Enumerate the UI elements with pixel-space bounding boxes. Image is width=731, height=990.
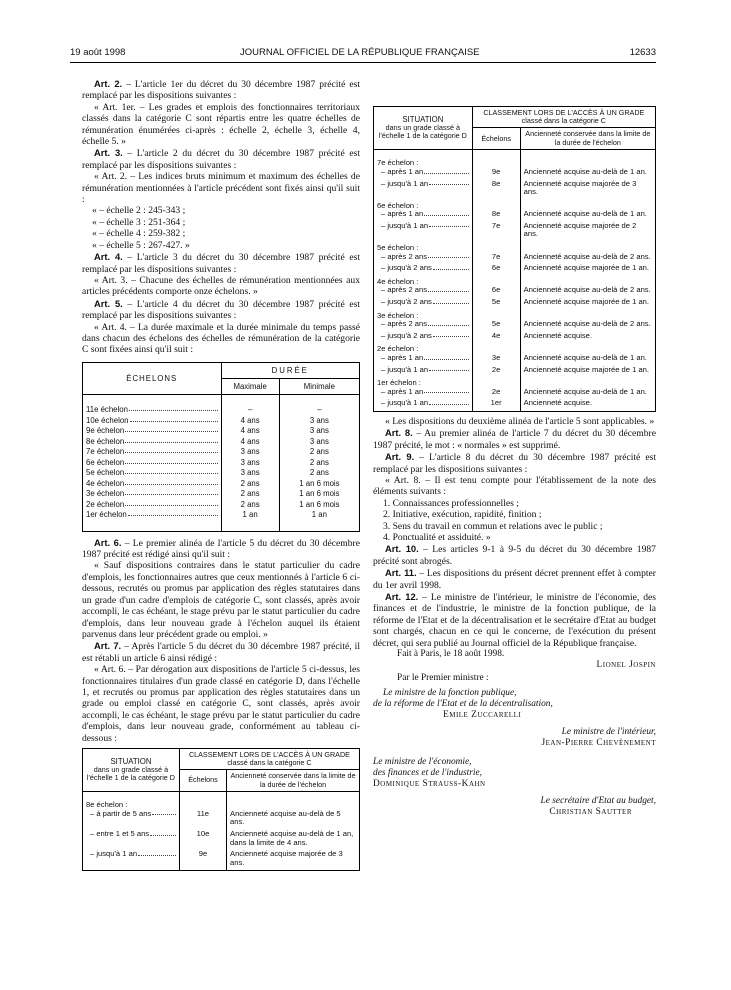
echelon-label: 7e échelon — [86, 447, 125, 457]
echelon-label: 8e échelon — [86, 436, 125, 446]
group-label: 7e échelon : — [377, 158, 419, 168]
situation-label: – jusqu'à 1 an — [90, 849, 138, 859]
leader-dots — [130, 416, 218, 422]
situation-label: – après 1 an — [381, 166, 424, 176]
max-cell: 3 ans — [221, 447, 279, 458]
col-header-situation: SITUATION dans un grade classé à l'échelle 1 de la catégorie D — [83, 748, 180, 791]
echelon-cell: 1er — [472, 399, 520, 411]
leader-dots — [424, 388, 468, 394]
echelon-cell: 6e — [472, 286, 520, 298]
leader-dots — [128, 510, 218, 516]
leader-dots — [433, 332, 469, 338]
header-title: JOURNAL OFFICIEL DE LA RÉPUBLIQUE FRANÇAISE — [240, 47, 480, 58]
leader-dots — [424, 168, 468, 174]
anciennete-cell: Ancienneté acquise. — [520, 332, 655, 344]
signatory-mi: Jean-Pierre Chevènement — [541, 738, 656, 749]
leader-dots — [152, 810, 176, 816]
max-cell: 2 ans — [221, 479, 279, 490]
leader-dots — [433, 298, 469, 304]
leader-dots — [433, 264, 469, 270]
signatory-prime-minister: Lionel Jospin — [596, 660, 656, 671]
leader-dots — [429, 222, 469, 228]
anciennete-cell: Ancienneté acquise au-delà de 1 an. — [520, 388, 655, 400]
situation-label: – après 2 ans — [381, 285, 428, 295]
anciennete-cell: Ancienneté acquise au-delà de 2 ans. — [520, 286, 655, 298]
min-cell: 1 an 6 mois — [279, 489, 359, 500]
article-4-quote: « Art. 3. – Chacune des échelles de rémunération mentionnées aux articles précédents comporte onze échelons. » — [82, 274, 360, 298]
leader-dots — [125, 458, 217, 464]
col-header-classement: CLASSEMENT LORS DE L'ACCÈS À UN GRADE classé dans la catégorie C — [179, 748, 359, 769]
par-le-premier-ministre: Par le Premier ministre : — [397, 673, 489, 684]
classement-table-part-1 — [82, 748, 360, 871]
echelon-cell: 7e — [472, 253, 520, 265]
table-row — [374, 354, 656, 366]
header-date: 19 août 1998 — [70, 47, 126, 58]
anciennete-cell: Ancienneté acquise majorée de 1 an. — [520, 298, 655, 310]
classement-table-part-2 — [373, 106, 656, 412]
echelon-cell: 8e — [472, 210, 520, 222]
situation-label: – jusqu'à 1 an — [381, 178, 429, 188]
min-cell: 2 ans — [279, 447, 359, 458]
table-row — [83, 447, 360, 458]
leader-dots — [424, 354, 468, 360]
leader-dots — [428, 320, 469, 326]
table-row — [374, 180, 656, 200]
leader-dots — [428, 253, 469, 259]
situation-label: – jusqu'à 2 ans — [381, 297, 432, 307]
leader-dots — [429, 180, 469, 186]
article-6-quote: « Sauf dispositions contraires dans le statut particulier du cadre d'emplois, les fonctionnaires autres que ceux mentionnés à l'article 6 ci-dessous, recrutés ou promus par application des règles statutaires dans un grade d'un cadre d'emplois de catégorie C, sont classés, après avoir accompli, le cas échéant, le stage prévu par le statut particulier du cadre d'emplois, dans leur nouveau grade à l'échelon auquel ils étaient parvenus dans leur précédent grade ou emploi. » — [82, 560, 360, 640]
table-row — [83, 437, 360, 448]
situation-label: – jusqu'à 2 ans — [381, 330, 432, 340]
echelon-label: 6e échelon — [86, 457, 125, 467]
table-row — [374, 332, 656, 344]
echelon-label: 1er échelon — [86, 510, 127, 520]
signatory-me: Dominique Strauss-Kahn — [373, 779, 486, 790]
table-row — [83, 850, 360, 871]
situation-label: – après 2 ans — [381, 251, 428, 261]
table-row — [374, 168, 656, 180]
min-cell: 1 an 6 mois — [279, 500, 359, 511]
echelon-cell: 8e — [472, 180, 520, 200]
article-7-closing: « Les dispositions du deuxième alinéa de l'article 5 sont applicables. » — [385, 415, 655, 427]
table-row — [83, 416, 360, 427]
max-cell: 4 ans — [221, 416, 279, 427]
min-cell: 3 ans — [279, 437, 359, 448]
page-header — [70, 47, 656, 61]
table-row — [374, 222, 656, 242]
article-2: Art. 2. – L'article 1er du décret du 30 décembre 1987 précité est remplacé par les dispositions suivantes : — [82, 78, 360, 102]
duration-table — [82, 362, 360, 532]
leader-dots — [429, 399, 469, 405]
fp-title-1: Le ministre de la fonction publique, — [383, 688, 517, 699]
min-cell: 2 ans — [279, 468, 359, 479]
col-header-situation: SITUATION dans un grade classé à l'échelle 1 de la catégorie D — [374, 107, 473, 150]
echelon-label: 11e échelon — [86, 405, 128, 415]
left-column — [82, 78, 360, 875]
table-row — [83, 468, 360, 479]
article-3: Art. 3. – L'article 2 du décret du 30 décembre 1987 précité est remplacé par les dispositions suivantes : — [82, 147, 360, 171]
situation-label: – après 1 an — [381, 386, 424, 396]
col-header-echelons: Échelons — [179, 770, 226, 791]
article-7-quote: « Art. 6. – Par dérogation aux dispositions de l'article 5 ci-dessus, les fonctionnaires titulaires d'un grade classé en catégorie D, dans l'échelle 1, et recrutés ou promus par application des règles statutaires dans un grade ou emploi classé en catégorie C, sont classés, après avoir accompli, le cas échéant, le stage prévu par le statut particulier du cadre d'emplois, dans leur nouveau grade, conformément au tableau ci-dessous : — [82, 664, 360, 744]
min-cell: 3 ans — [279, 416, 359, 427]
max-cell: 3 ans — [221, 468, 279, 479]
article-11: Art. 11. – Les dispositions du présent décret prennent effet à compter du 1er avril 1998. — [373, 567, 656, 591]
echelon-cell: 10e — [179, 830, 226, 850]
group-label: 4e échelon : — [377, 276, 419, 286]
right-column — [373, 106, 656, 818]
max-cell: 3 ans — [221, 458, 279, 469]
anciennete-cell: Ancienneté acquise majorée de 2 ans. — [520, 222, 655, 242]
min-cell: 1 an — [279, 510, 359, 521]
col-header-max: Maximale — [221, 378, 279, 394]
echelon-label: 2e échelon — [86, 499, 125, 509]
header-page-number: 12633 — [629, 47, 656, 58]
echelon-label: 10e échelon — [86, 415, 129, 425]
situation-label: – après 2 ans — [381, 319, 428, 329]
list-item: 3. Sens du travail en commun et relations avec le public ; — [383, 520, 603, 532]
leader-dots — [125, 426, 217, 432]
situation-label: – jusqu'à 1 an — [381, 398, 429, 408]
anciennete-cell: Ancienneté acquise au-delà de 1 an. — [520, 210, 655, 222]
header-rule — [70, 62, 656, 63]
table-row — [83, 405, 360, 416]
signatory-fp: Emile Zuccarelli — [443, 710, 522, 721]
col-header-echelons: Échelons — [472, 128, 520, 149]
echelon-cell: 6e — [472, 264, 520, 276]
echelon-cell: 9e — [179, 850, 226, 871]
fait-a-paris: Fait à Paris, le 18 août 1998. — [397, 649, 505, 660]
echelon-cell: 5e — [472, 320, 520, 332]
col-header-duree: DURÉE — [221, 362, 360, 378]
echelon-cell: 3e — [472, 354, 520, 366]
list-item: 4. Ponctualité et assiduité. » — [383, 532, 491, 544]
anciennete-cell: Ancienneté acquise majorée de 3 ans. — [227, 850, 360, 871]
echelon-label: 9e échelon — [86, 426, 125, 436]
article-10: Art. 10. – Les articles 9-1 à 9-5 du décret du 30 décembre 1987 précité sont abrogés. — [373, 543, 656, 567]
table-row — [374, 298, 656, 310]
echelon-label: 3e échelon — [86, 489, 125, 499]
article-7: Art. 7. – Après l'article 5 du décret du 30 décembre 1987 précité, il est rétabli un article 6 ainsi rédigé : — [82, 640, 360, 664]
situation-label: – à partir de 5 ans — [90, 808, 152, 818]
max-cell: 4 ans — [221, 437, 279, 448]
leader-dots — [125, 468, 217, 474]
list-item: 1. Connaissances professionnelles ; — [383, 497, 519, 509]
article-5: Art. 5. – L'article 4 du décret du 30 décembre 1987 précité est remplacé par les dispositions suivantes : — [82, 297, 360, 322]
group-label: 3e échelon : — [377, 310, 419, 320]
situation-label: – jusqu'à 1 an — [381, 364, 429, 374]
article-8: Art. 8. – Au premier alinéa de l'article 7 du décret du 30 décembre 1987 précité, le mot : « normales » est supprimé. — [373, 427, 656, 451]
situation-label: – entre 1 et 5 ans — [90, 829, 150, 839]
max-cell: 2 ans — [221, 500, 279, 511]
max-cell: 1 an — [221, 510, 279, 521]
echelon-label: 4e échelon — [86, 478, 125, 488]
article-12: Art. 12. – Le ministre de l'intérieur, le ministre de l'économie, des finances et de l'industrie, le ministre de la fonction publique, de la réforme de l'Etat et de la décentralisation et le secrétaire d'Etat au budget sont chargés, chacun en ce qui le concerne, de l'exécution du présent décret, qui sera publié au Journal officiel de la République française. — [373, 591, 656, 649]
me-title-2: des finances et de l'industrie, — [373, 768, 483, 779]
max-cell: 2 ans — [221, 489, 279, 500]
leader-dots — [138, 850, 176, 856]
col-header-classement: CLASSEMENT LORS DE L'ACCÈS À UN GRADE classé dans la catégorie C — [472, 107, 655, 128]
group-label: 6e échelon : — [377, 200, 419, 210]
situation-label: – jusqu'à 2 ans — [381, 263, 432, 273]
table-row — [83, 510, 360, 521]
table-row — [83, 426, 360, 437]
anciennete-cell: Ancienneté acquise au-delà de 2 ans. — [520, 320, 655, 332]
col-header-anciennete: Ancienneté conservée dans la limite de la durée de l'échelon — [520, 128, 655, 149]
table-row — [83, 489, 360, 500]
anciennete-cell: Ancienneté acquise majorée de 1 an. — [520, 366, 655, 378]
table-row — [83, 458, 360, 469]
leader-dots — [429, 366, 469, 372]
leader-dots — [129, 405, 218, 411]
col-header-anciennete: Ancienneté conservée dans la limite de la durée de l'échelon — [227, 770, 360, 791]
list-item: « – échelle 5 : 267-427. » — [92, 239, 190, 251]
situation-label: – après 1 an — [381, 353, 424, 362]
article-2-quote: « Art. 1er. – Les grades et emplois des fonctionnaires territoriaux classés dans la catégorie C sont répartis entre les quatre échelles de rémunération énumérées ci-après : échelle 2, échelle 3, échelle 4, échelle 5. » — [82, 101, 360, 148]
anciennete-cell: Ancienneté acquise au-delà de 1 an, dans la limite de 4 ans. — [227, 830, 360, 850]
situation-label: – après 1 an — [381, 209, 424, 219]
fp-title-2: de la réforme de l'Etat et de la décentralisation, — [373, 699, 553, 710]
list-item: 2. Initiative, exécution, rapidité, finition ; — [383, 509, 542, 521]
table-row — [374, 399, 656, 411]
table-row — [83, 810, 360, 830]
echelon-cell: 4e — [472, 332, 520, 344]
col-header-echelons: ÉCHELONS — [83, 362, 222, 394]
echelon-cell: 11e — [179, 810, 226, 830]
leader-dots — [428, 286, 469, 292]
situation-label: – jusqu'à 1 an — [381, 220, 429, 230]
echelon-cell: 5e — [472, 298, 520, 310]
anciennete-cell: Ancienneté acquise au-delà de 1 an. — [520, 354, 655, 366]
echelon-cell: 2e — [472, 388, 520, 400]
me-title-1: Le ministre de l'économie, — [373, 757, 472, 768]
group-label: 5e échelon : — [377, 243, 419, 253]
echelon-label: 5e échelon — [86, 468, 125, 478]
min-cell: – — [279, 405, 359, 416]
group-label: 1er échelon : — [377, 378, 421, 388]
leader-dots — [125, 437, 217, 443]
article-9: Art. 9. – L'article 8 du décret du 30 décembre 1987 précité est remplacé par les dispositions suivantes : — [373, 451, 656, 475]
table-row — [374, 264, 656, 276]
table-row — [83, 830, 360, 850]
table-row — [374, 366, 656, 378]
article-5-quote: « Art. 4. – La durée maximale et la durée minimale du temps passé dans chacun des échelons des échelles de rémunération de la catégorie C sont fixées ainsi qu'il suit : — [82, 321, 360, 356]
leader-dots — [150, 830, 176, 836]
leader-dots — [125, 447, 217, 453]
group-label: 8e échelon : — [86, 800, 128, 810]
mi-title: Le ministre de l'intérieur, — [561, 727, 656, 738]
anciennete-cell: Ancienneté acquise majorée de 1 an. — [520, 264, 655, 276]
echelon-cell: 7e — [472, 222, 520, 242]
list-item: « – échelle 3 : 251-364 ; — [92, 216, 186, 228]
article-4: Art. 4. – L'article 3 du décret du 30 décembre 1987 précité est remplacé par les dispositions suivantes : — [82, 251, 360, 275]
sb-title: Le secrétaire d'Etat au budget, — [540, 796, 656, 807]
leader-dots — [125, 500, 217, 506]
list-item: « – échelle 2 : 245-343 ; — [92, 205, 186, 217]
anciennete-cell: Ancienneté acquise majorée de 3 ans. — [520, 180, 655, 200]
anciennete-cell: Ancienneté acquise au-delà de 2 ans. — [520, 253, 655, 265]
article-6: Art. 6. – Le premier alinéa de l'article 5 du décret du 30 décembre 1987 précité est rédigé ainsi qu'il suit : — [82, 536, 360, 561]
list-item: « – échelle 4 : 259-382 ; — [92, 228, 186, 240]
signatory-sb: Christian Sautter — [549, 807, 632, 818]
min-cell: 3 ans — [279, 426, 359, 437]
anciennete-cell: Ancienneté acquise. — [520, 399, 655, 411]
min-cell: 1 an 6 mois — [279, 479, 359, 490]
max-cell: 4 ans — [221, 426, 279, 437]
leader-dots — [125, 489, 217, 495]
anciennete-cell: Ancienneté acquise au-delà de 5 ans. — [227, 810, 360, 830]
col-header-min: Minimale — [279, 378, 359, 394]
table-row — [83, 479, 360, 490]
article-3-quote: « Art. 2. – Les indices bruts minimum et maximum des échelles de rémunération mentionnées à l'article précédent sont fixés ainsi qu'il suit : — [82, 171, 360, 206]
leader-dots — [424, 210, 468, 216]
min-cell: 2 ans — [279, 458, 359, 469]
group-label: 2e échelon : — [377, 344, 419, 354]
anciennete-cell: Ancienneté acquise au-delà de 1 an. — [520, 168, 655, 180]
article-9-quote: « Art. 8. – Il est tenu compte pour l'établissement de la note des éléments suivants : — [373, 475, 656, 498]
max-cell: – — [221, 405, 279, 416]
echelon-cell: 2e — [472, 366, 520, 378]
table-row — [83, 500, 360, 511]
echelon-cell: 9e — [472, 168, 520, 180]
signature-block — [373, 649, 656, 818]
leader-dots — [125, 479, 217, 485]
